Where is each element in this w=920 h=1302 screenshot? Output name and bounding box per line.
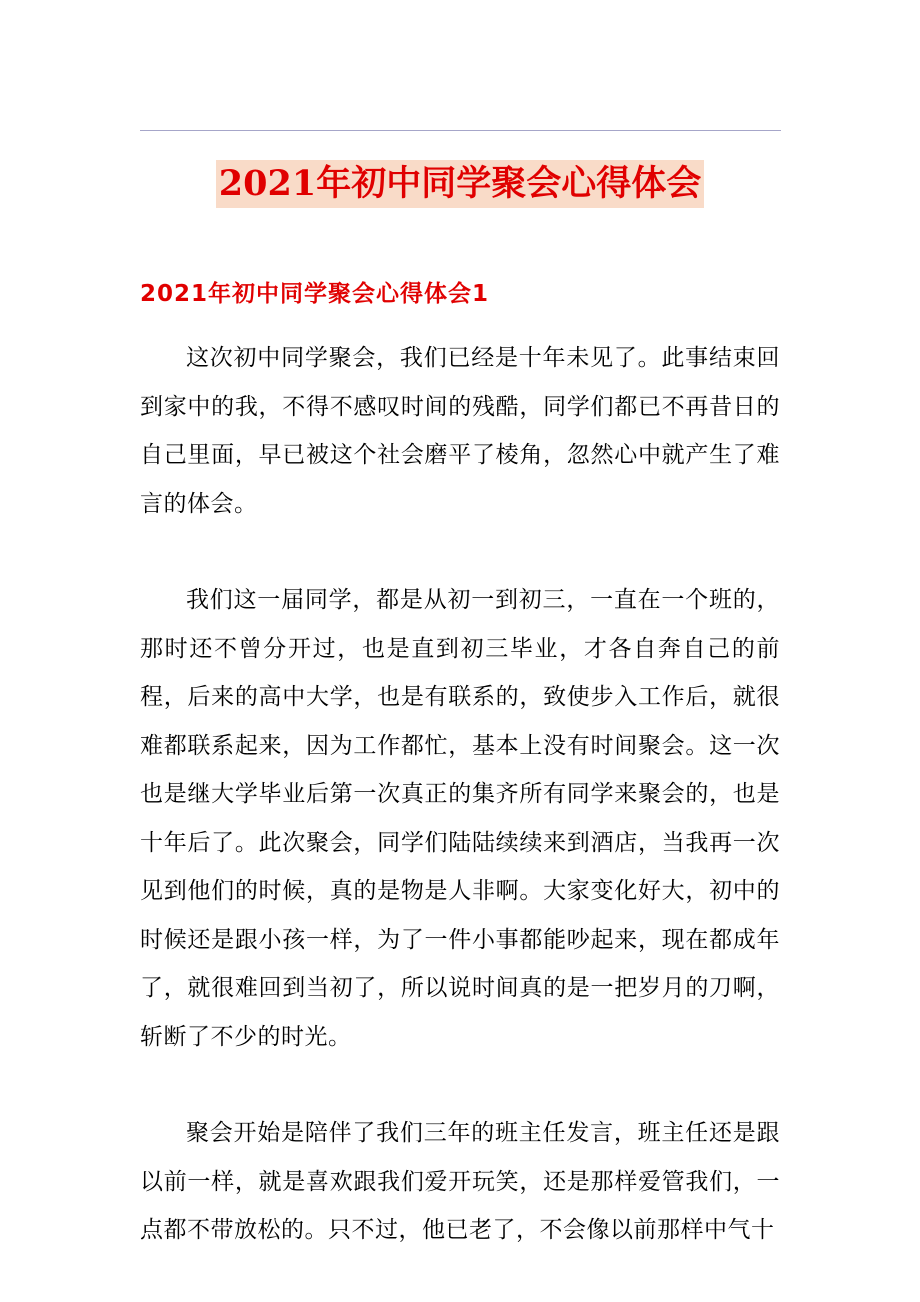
document-title: 2021年初中同学聚会心得体会 [216,160,704,208]
document-title-wrapper [0,160,920,208]
paragraph-3: 聚会开始是陪伴了我们三年的班主任发言，班主任还是跟以前一样，就是喜欢跟我们爱开玩笑，还是那样爱管我们，一点都不带放松的。只不过，他已老了，不会像以前那样中气十 [140,1120,780,1243]
paragraph-1: 这次初中同学聚会，我们已经是十年未见了。此事结束回到家中的我，不得不感叹时间的残酷，同学们都已不再昔日的自己里面，早已被这个社会磨平了棱角，忽然心中就产生了难言的体会。 [140,345,780,517]
document-body [140,334,780,1255]
paragraph-2: 我们这一届同学，都是从初一到初三，一直在一个班的，那时还不曾分开过，也是直到初三毕业，才各自奔自己的前程，后来的高中大学，也是有联系的，致使步入工作后，就很难都联系起来，因为工作都忙，基本上没有时间聚会。这一次也是继大学毕业后第一次真正的集齐所有同学来聚会的，也是十年后了。此次聚会，同学们陆陆续续来到酒店，当我再一次见到他们的时候，真的是物是人非啊。大家变化好大，初中的时候还是跟小孩一样，为了一件小事都能吵起来，现在都成年了，就很难回到当初了，所以说时间真的是一把岁月的刀啊，斩断了不少的时光。 [140,587,780,1050]
header-rule [140,130,781,131]
section-heading: 2021年初中同学聚会心得体会1 [140,281,490,307]
